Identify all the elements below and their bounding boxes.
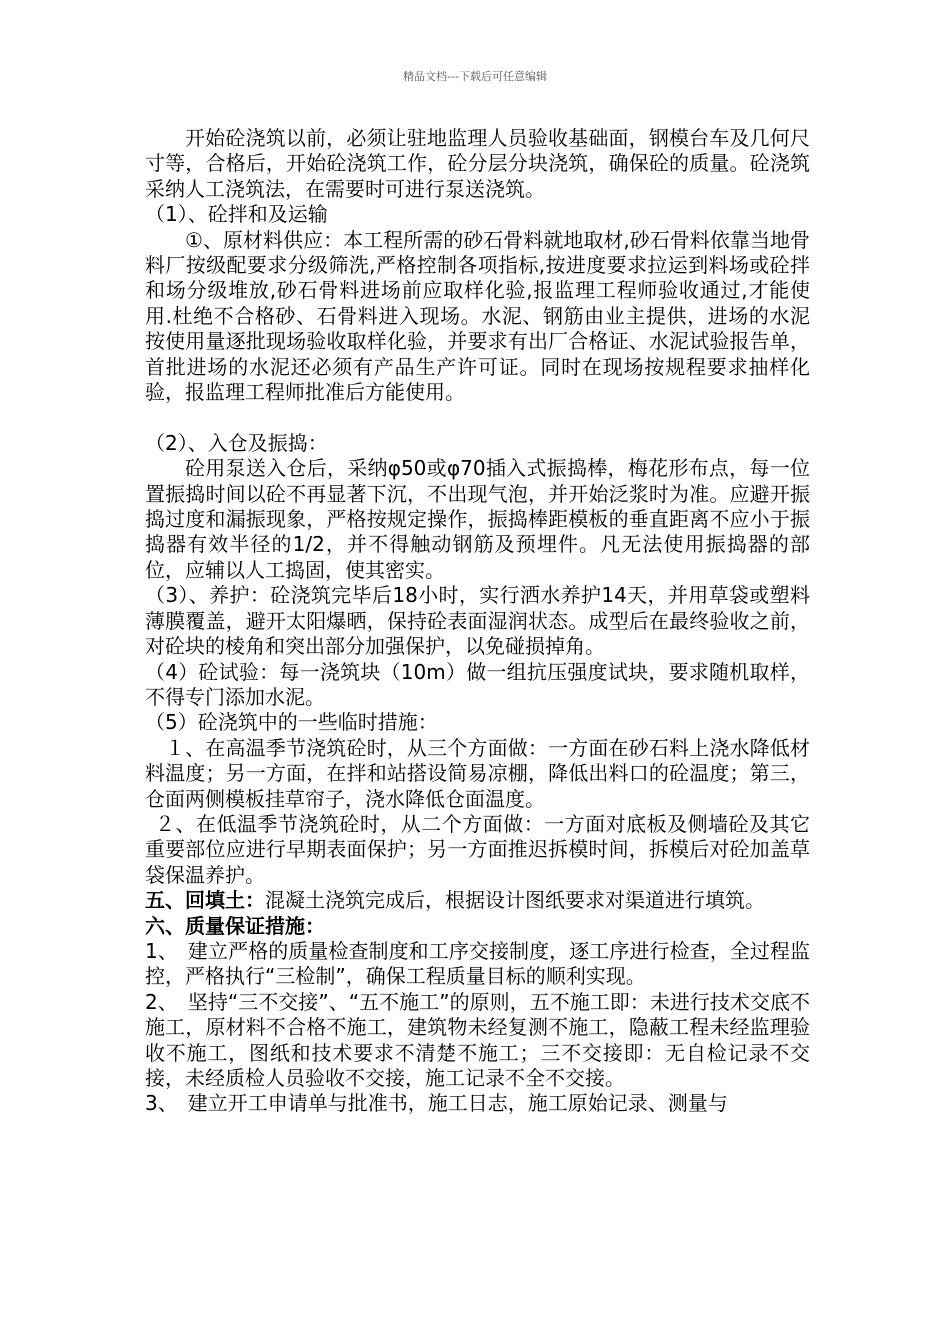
document-body	[145, 126, 810, 1117]
paragraph-testing: （4）砼试验：每一浇筑块（10m）做一组抗压强度试块，要求随机取样，不得专门添加水泥。	[145, 659, 810, 709]
paragraph-vibrating: 砼用泵送入仓后，采纳φ50或φ70插入式振捣棒，梅花形布点，每一位置振捣时间以砼不再显著下沉，不出现气泡，并开始泛浆时为准。应避开振捣过度和漏振现象，严格按规定操作，振捣棒距模板的垂直距离不应小于振捣器有效半径的1/2，并不得触动钢筋及预埋件。凡无法使用振捣器的部位，应辅以人工捣固，使其密实。	[145, 456, 810, 582]
quality-item: 3、 建立开工申请单与批准书，施工日志，施工原始记录、测量与	[145, 1091, 728, 1116]
page-header: 精品文档---下载后可任意编辑	[403, 70, 547, 83]
paragraph-materials: ①、原材料供应：本工程所需的砂石骨料就地取材,砂石骨料依靠当地骨料厂按级配要求分级筛洗,严格控制各项指标,按进度要求拉运到料场或砼拌和场分级堆放,砂石骨料进场前应取样化验,报监理工程师验收通过,才能使用.杜绝不合格砂、石骨料进入现场。水泥、钢筋由业主提供，进场的水泥按使用量逐批现场验收取样化验，并要求有出厂合格证、水泥试验报告单，首批进场的水泥还必须有产品生产许可证。同时在现场按规程要求抽样化验，报监理工程师批准后方能使用。	[145, 227, 810, 405]
section-backfill	[145, 888, 810, 913]
paragraph-intro: 开始砼浇筑以前，必须让驻地监理人员验收基础面，钢模台车及几何尺寸等，合格后，开始砼浇筑工作，砼分层分块浇筑，确保砼的质量。砼浇筑采纳人工浇筑法，在需要时可进行泵送浇筑。	[145, 126, 810, 201]
quality-item: 1、 建立严格的质量检查制度和工序交接制度，逐工序进行检查，全过程监控，严格执行“三检制”，确保工程质量目标的顺利实现。	[145, 938, 810, 989]
quality-item: 2、 坚持“三不交接”、“五不施工”的原则，五不施工即：未进行技术交底不施工，原材料不合格不施工，建筑物未经复测不施工，隐蔽工程未经监理验收不施工，图纸和技术要求不清楚不施工；三不交接即：无自检记录不交接，未经质检人员验收不交接，施工记录不全不交接。	[145, 989, 810, 1091]
section-backfill-text: 混凝土浇筑完成后，根据设计图纸要求对渠道进行填筑。	[265, 888, 765, 913]
paragraph-high-temperature: １、在高温季节浇筑砼时，从三个方面做：一方面在砂石料上浇水降低材料温度；另一方面，在拌和站搭设简易凉棚，降低出料口的砼温度；第三，仓面两侧模板挂草帘子，浇水降低仓面温度。	[145, 735, 810, 811]
paragraph-curing: （3）、养护：砼浇筑完毕后18小时，实行洒水养护14天，并用草袋或塑料薄膜覆盖，避开太阳爆晒，保持砼表面湿润状态。成型后在最终验收之前，对砼块的棱角和突出部分加强保护，以免碰损掉角。	[145, 583, 810, 659]
blank-line	[145, 405, 810, 430]
heading-placing-vibrating: （2）、入仓及振捣：	[145, 430, 328, 455]
heading-mixing-transport: （1）、砼拌和及运输	[145, 202, 328, 227]
heading-temporary-measures: （5）砼浇筑中的一些临时措施：	[145, 710, 438, 735]
paragraph-low-temperature: ２、在低温季节浇筑砼时，从二个方面做：一方面对底板及侧墙砼及其它重要部位应进行早期表面保护；另一方面推迟拆模时间，拆模后对砼加盖草袋保温养护。	[145, 811, 810, 887]
section-quality-title: 六、质量保证措施：	[145, 913, 325, 938]
section-backfill-title: 五、回填土：	[145, 888, 265, 913]
